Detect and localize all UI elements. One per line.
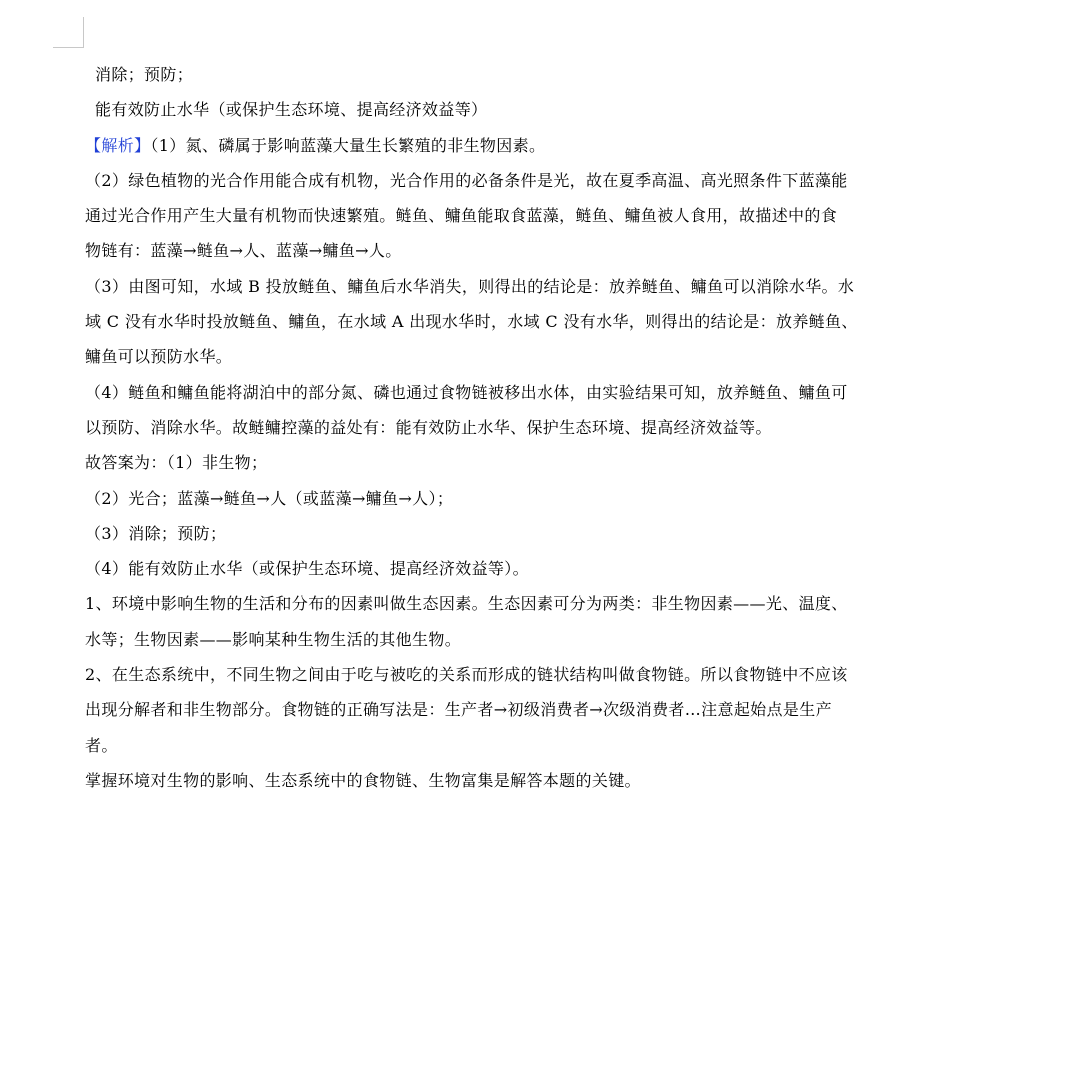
paragraph-line: （4）鲢鱼和鳙鱼能将湖泊中的部分氮、磷也通过食物链被移出水体，由实验结果可知，放养鲢鱼、鳙鱼可 bbox=[85, 382, 848, 402]
final-answer-line: （4）能有效防止水华（或保护生态环境、提高经济效益等）。 bbox=[85, 559, 529, 579]
page-corner-mark bbox=[53, 17, 84, 48]
paragraph-line: 通过光合作用产生大量有机物而快速繁殖。鲢鱼、鳙鱼能取食蓝藻，鲢鱼、鳙鱼被人食用，故描述中的食 bbox=[85, 206, 838, 226]
note-line: 1、环境中影响生物的生活和分布的因素叫做生态因素。生态因素可分为两类：非生物因素——光、温度、 bbox=[85, 594, 848, 614]
analysis-paragraph bbox=[85, 128, 930, 163]
final-answer-line: （3）消除；预防； bbox=[85, 523, 227, 543]
paragraph-line: （3）由图可知，水域 B 投放鲢鱼、鳙鱼后水华消失，则得出的结论是：放养鲢鱼、鳙鱼可以消除水华。水 bbox=[85, 276, 855, 296]
note-line: 2、在生态系统中，不同生物之间由于吃与被吃的关系而形成的链状结构叫做食物链。所以食物链中不应该 bbox=[85, 665, 848, 685]
summary-line: 掌握环境对生物的影响、生态系统中的食物链、生物富集是解答本题的关键。 bbox=[85, 770, 641, 790]
analysis-text: （1）氮、磷属于影响蓝藻大量生长繁殖的非生物因素。 bbox=[150, 135, 546, 155]
final-answer-line: 故答案为：（1）非生物； bbox=[85, 453, 268, 473]
note-line: 者。 bbox=[85, 735, 118, 755]
final-answer-line: （2）光合；蓝藻→鲢鱼→人（或蓝藻→鳙鱼→人）； bbox=[85, 488, 454, 508]
answer-line: 能有效防止水华（或保护生态环境、提高经济效益等） bbox=[95, 100, 488, 120]
answer-line: 消除；预防； bbox=[95, 65, 194, 84]
paragraph-line: 域 C 没有水华时投放鲢鱼、鳙鱼，在水域 A 出现水华时，水域 C 没有水华，则得出的结论是：放养鲢鱼、 bbox=[85, 312, 858, 332]
paragraph-line: 鳙鱼可以预防水华。 bbox=[85, 347, 233, 367]
paragraph-line: 以预防、消除水华。故鲢鳙控藻的益处有：能有效防止水华、保护生态环境、提高经济效益等。 bbox=[85, 417, 772, 437]
document-body bbox=[85, 57, 930, 798]
paragraph-line: （2）绿色植物的光合作用能合成有机物，光合作用的必备条件是光，故在夏季高温、高光照条件下蓝藻能 bbox=[85, 170, 848, 190]
analysis-tag: 【解析】 bbox=[85, 135, 151, 155]
note-line: 水等；生物因素——影响某种生物生活的其他生物。 bbox=[85, 629, 462, 649]
note-line: 出现分解者和非生物部分。食物链的正确写法是：生产者→初级消费者→次级消费者…注意起始点是生产 bbox=[85, 700, 832, 720]
paragraph-line: 物链有：蓝藻→鲢鱼→人、蓝藻→鳙鱼→人。 bbox=[85, 241, 402, 261]
